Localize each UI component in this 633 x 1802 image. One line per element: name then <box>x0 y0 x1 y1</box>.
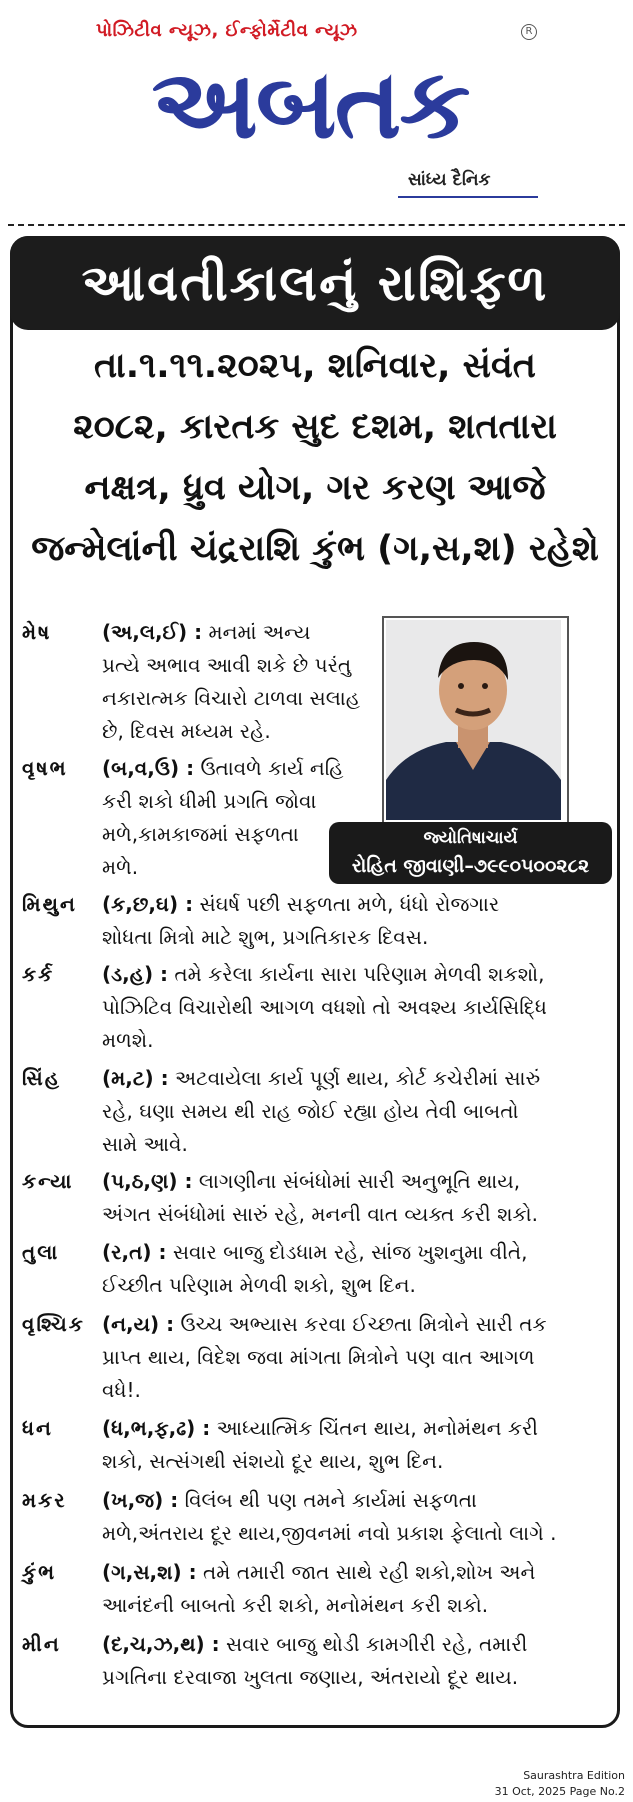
rashi-name: કુંભ <box>22 1560 57 1584</box>
rashi-letters: (ર,ત) : <box>102 1240 167 1264</box>
masthead-subtagline: સાંધ્ય દૈનિક <box>408 170 491 190</box>
rashi-name: કન્યા <box>22 1169 74 1193</box>
rashi-entry-makar <box>22 1484 607 1550</box>
rashi-text: નકારાત્મક વિચારો ટાળવા સલાહ <box>102 686 360 710</box>
rashi-text: શકો, સત્સંગથી સંશયો દૂર થાય, શુભ દિન. <box>102 1449 444 1473</box>
edition-date-page: 31 Oct, 2025 Page No.2 <box>494 1785 625 1798</box>
headline-line: તા.૧.૧૧.૨૦૨૫, શનિવાર, સંવંત <box>93 346 537 386</box>
rashi-text: મળે. <box>102 855 139 879</box>
rashi-name: વૃષભ <box>22 756 68 780</box>
rashi-letters: (ધ,ભ,ફ,ઢ) : <box>102 1416 211 1440</box>
rashi-text: વિલંબ થી પણ તમને કાર્યમાં સફળતા <box>184 1488 477 1512</box>
rashi-name: તુલા <box>22 1240 60 1264</box>
rashi-letters: (અ,લ,ઈ) : <box>102 620 203 644</box>
rashi-text: મનમાં અન્ય <box>208 620 311 644</box>
rashi-text: પોઝિટિવ વિચારોથી આગળ વધશો તો અવશ્ય કાર્યસિદ્ધિ <box>102 995 547 1019</box>
rashi-text: લાગણીના સંબંધોમાં સારી અનુભૂતિ થાય, <box>198 1169 521 1193</box>
rashi-text: પ્રત્યે અભાવ આવી શકે છે પરંતુ <box>102 653 352 677</box>
rashi-entry-tula <box>22 1236 607 1302</box>
rashi-letters: (દ,ચ,ઝ,થ) : <box>102 1632 220 1656</box>
rashi-entry-vrushabh <box>22 752 372 884</box>
rashi-text: કરી શકો ધીમી પ્રગતિ જોવા <box>102 789 317 813</box>
rashi-name: વૃશ્ચિક <box>22 1312 85 1336</box>
newspaper-logo: અબતક <box>151 48 469 160</box>
rashi-text: પ્રગતિના દરવાજા ખુલતા જણાય, અંતરાયો દૂર થાય. <box>102 1665 519 1689</box>
masthead-tagline: પોઝિટીવ ન્યૂઝ, ઈન્ફોર્મેટીવ ન્યૂઝ <box>96 20 358 41</box>
rashi-text: રહે, ઘણા સમય થી રાહ જોઈ રહ્યા હોય તેવી બાબતો <box>102 1099 519 1123</box>
rashi-entry-vrushchik <box>22 1308 607 1407</box>
date-panchang-headline <box>22 336 608 580</box>
rashi-entry-dhan <box>22 1412 607 1478</box>
rashi-entry-kark <box>22 958 607 1057</box>
rashi-name: ધન <box>22 1416 53 1440</box>
headline-line: નક્ષત્ર, ધ્રુવ યોગ, ગર કરણ આજે <box>84 468 546 508</box>
headline-line: ૨૦૮૨, કારતક સુદ દશમ, શતતારા <box>73 407 557 447</box>
rashi-text: છે, દિવસ મધ્યમ રહે. <box>102 719 271 743</box>
rashi-name: મીન <box>22 1632 61 1656</box>
edition-info <box>495 1768 625 1800</box>
rashi-text: પ્રાપ્ત થાય, વિદેશ જવા માંગતા મિત્રોને પણ વાત આગળ <box>102 1345 535 1369</box>
rashi-name: સિંહ <box>22 1066 61 1090</box>
rashi-letters: (પ,ઠ,ણ) : <box>102 1169 193 1193</box>
headline-line: જન્મેલાંની ચંદ્રરાશિ કુંભ (ગ,સ,શ) રહેશે <box>31 529 599 569</box>
rashi-text: તમે તમારી જાત સાથે રહી શકો,શોખ અને <box>203 1560 536 1584</box>
rashi-entry-mesh <box>22 616 372 748</box>
rashi-letters: (ગ,સ,શ) : <box>102 1560 197 1584</box>
subtagline-underline <box>398 196 538 198</box>
rashi-text: ઉતાવળે કાર્ય નહિ <box>200 756 344 780</box>
rashi-letters: (ન,ય) : <box>102 1312 175 1336</box>
rashi-entry-kanya <box>22 1165 607 1231</box>
rashi-text: સવાર બાજુ દોડધામ રહે, સાંજ ખુશનુમા વીતે, <box>172 1240 528 1264</box>
rashi-entry-meen <box>22 1628 607 1694</box>
rashi-text: સંઘર્ષ પછી સફળતા મળે, ધંધો રોજગાર <box>199 892 500 916</box>
rashi-text: મળે,કામકાજમાં સફળતા <box>102 822 299 846</box>
rashi-text: ઈચ્છીત પરિણામ મેળવી શકો, શુભ દિન. <box>102 1273 416 1297</box>
rashi-text: મળશે. <box>102 1028 154 1052</box>
rashi-entry-sinh <box>22 1062 607 1161</box>
rashi-letters: (મ,ટ) : <box>102 1066 169 1090</box>
masthead <box>0 0 633 220</box>
rashi-text: શોધતા મિત્રો માટે શુભ, પ્રગતિકારક દિવસ. <box>102 925 429 949</box>
rashi-text: સવાર બાજુ થોડી કામગીરી રહે, તમારી <box>226 1632 528 1656</box>
rashi-letters: (બ,વ,ઉ) : <box>102 756 195 780</box>
astrologer-name-phone: રોહિત જીવાણી–૭૯૯૦૫૦૦૨૮૨ <box>351 855 590 877</box>
rashi-letters: (ક,છ,ઘ) : <box>102 892 194 916</box>
edition-name: Saurashtra Edition <box>523 1769 625 1782</box>
rashi-text: સામે આવે. <box>102 1132 188 1156</box>
rashi-text: આધ્યાત્મિક ચિંતન થાય, મનોમંથન કરી <box>216 1416 539 1440</box>
rashi-text: અંગત સંબંધોમાં સારું રહે, મનની વાત વ્યક્ત કરી શકો. <box>102 1202 539 1226</box>
rashi-letters: (ખ,જ) : <box>102 1488 179 1512</box>
rashi-text: મળે,અંતરાય દૂર થાય,જીવનમાં નવો પ્રકાશ ફેલાતો લાગે . <box>102 1521 557 1545</box>
rashi-letters: (ડ,હ) : <box>102 962 169 986</box>
rashi-entry-kumbh <box>22 1556 607 1622</box>
rashi-text: ઉચ્ચ અભ્યાસ કરવા ઈચ્છતા મિત્રોને સારી તક <box>180 1312 547 1336</box>
rashi-text: અટવાયેલા કાર્ય પૂર્ણ થાય, કોર્ટ કચેરીમાં સારું <box>174 1066 541 1090</box>
astrologer-title: જ્યોતિષાચાર્ય <box>423 828 518 848</box>
rashi-name: મકર <box>22 1488 67 1512</box>
rashi-text: આનંદની બાબતો કરી શકો, મનોમંથન કરી શકો. <box>102 1593 489 1617</box>
rashi-name: કર્ક <box>22 962 55 986</box>
rashi-name: મેષ <box>22 620 52 644</box>
masthead-divider <box>8 224 625 226</box>
rashi-text: વધે!. <box>102 1378 141 1402</box>
rashi-entry-mithun <box>22 888 607 954</box>
horoscope-banner: આવતીકાલનું રાશિફળ <box>10 236 620 330</box>
rashi-text: તમે કરેલા કાર્યના સારા પરિણામ મેળવી શકશો, <box>174 962 545 986</box>
astrologer-photo <box>386 620 561 820</box>
registered-mark: R <box>521 24 537 40</box>
rashi-name: મિથુન <box>22 892 77 916</box>
